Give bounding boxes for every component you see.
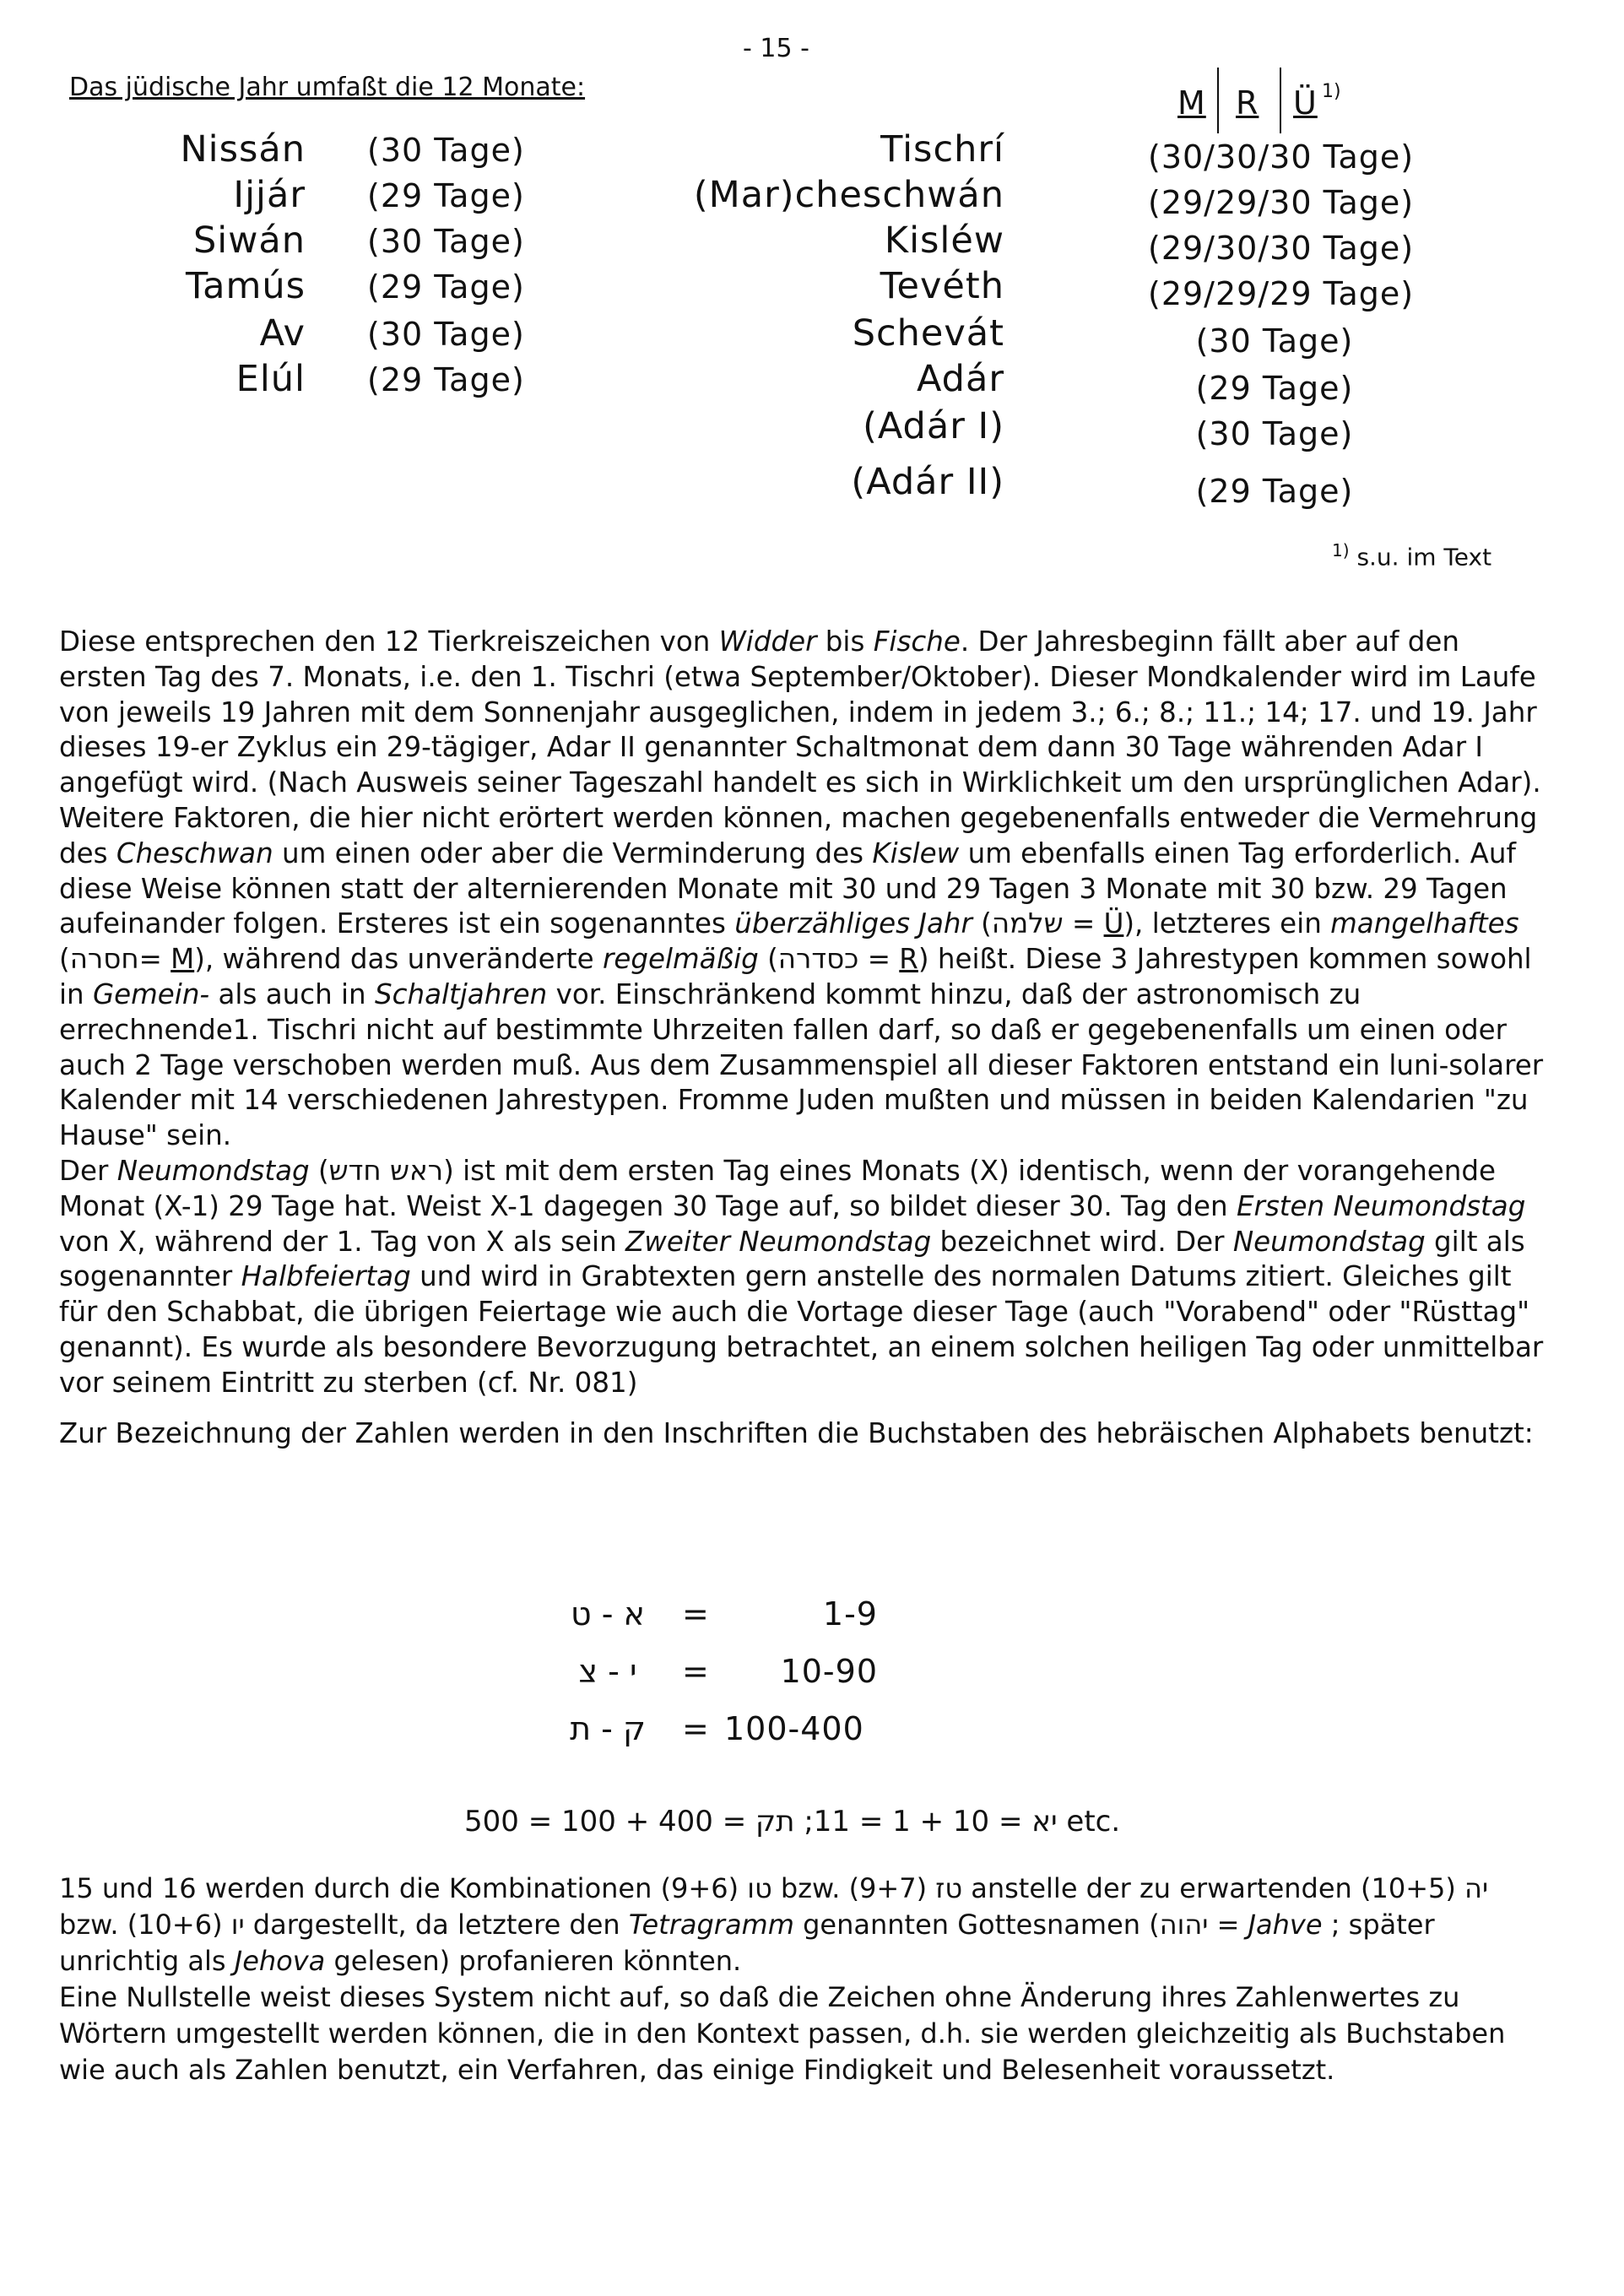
footnote-text: s.u. im Text [1356,543,1492,571]
hebrew-word: יהוה [1159,1909,1209,1941]
footnote [1332,540,1491,571]
hebrew-word: שלמה [991,907,1064,940]
month-name: (Adár I) [863,405,1004,447]
column-divider [1217,68,1219,133]
month-name: Adár [917,358,1004,400]
hebrew-word: תק [755,1805,795,1838]
month-days: (29 Tage) [367,361,525,398]
month-name: Nissán [180,128,306,171]
number-range: 100-400 [724,1710,864,1747]
month-name: Av [259,312,306,355]
month-name: Tevéth [880,265,1004,307]
paragraph-calendar: Diese entsprechen den 12 Tierkreiszeichen von Widder bis Fische. Der Jahresbeginn fällt aber auf den ersten Tag des 7. Monats, i.e. den 1. Tischri (etwa September/Oktober). Dieser Mondkalender wird im Laufe von jeweils 19 Jahren mit dem Sonnenjahr ausgeglichen, indem in jedem 3.; 6.; 8.; 11.; 14; 17. und 19. Jahr dieses 19-er Zyklus ein 29-tägiger, Adar II genannter Schaltmonat dem dann 30 Tage währenden Adar I angefügt wird. (Nach Ausweis seiner Tageszahl handelt es sich in Wirklichkeit um den ursprünglichen Adar). Weitere Faktoren, die hier nicht erörtert werden können, machen gegebenenfalls entweder die Vermehrung des Cheschwan um einen oder aber die Verminderung des Kislew um ebenfalls einen Tag erforderlich. Auf diese Weise können statt der alternierenden Monate mit 30 und 29 Tagen 3 Monate mit 30 bzw. 29 Tagen aufeinander folgen. Ersteres ist ein sogenanntes überzähliges Jahr (שלמה = Ü), letzteres ein mangelhaftes (חסרה= M), während das unveränderte regelmäßig (כסדרה = R) heißt. Diese 3 Jahrestypen kommen sowohl in Gemein- als auch in Schaltjahren vor. Einschränkend kommt hinzu, daß der astronomisch zu errechnende1. Tischri nicht auf bestimmte Uhrzeiten fallen darf, so daß er gegebenenfalls um einen oder auch 2 Tage verschoben werden muß. Aus dem Zusammenspiel all dieser Faktoren entstand ein luni-solarer Kalender mit 14 verschiedenen Jahrestypen. Fromme Juden mußten und müssen in beiden Kalendarien "zu Hause" sein. [59,625,1544,1152]
equals-sign: = [682,1710,710,1747]
footnote-mark: 1) [1332,540,1350,560]
month-days: (30 Tage) [367,316,525,353]
months-heading: Das jüdische Jahr umfaßt die 12 Monate: [69,73,586,102]
closing-text [59,1871,1545,2088]
page-number: - 15 - [743,34,809,63]
month-days: (29/29/30 Tage) [1148,184,1415,221]
month-name: Ijjár [233,174,306,216]
equals-sign: = [682,1595,710,1633]
hebrew-letters: א - ט [571,1595,645,1633]
month-days: (29 Tage) [367,268,525,306]
hebrew-word: יה [1464,1872,1489,1904]
hebrew-word: כסדרה [777,943,859,976]
month-name: Kisléw [884,219,1004,262]
column-header-m: M [1177,84,1206,122]
month-name: (Mar)cheschwán [693,174,1004,216]
hebrew-word: יו [230,1909,245,1941]
hebrew-letters: י - צ [578,1653,637,1690]
month-days: (29/29/29 Tage) [1148,275,1415,312]
month-days: (30 Tage) [1195,415,1354,452]
month-name: Schevát [852,312,1004,355]
hebrew-letters: ק - ת [570,1710,646,1747]
month-days: (29 Tage) [1195,370,1354,407]
month-days: (29 Tage) [367,177,525,214]
month-name: Tamús [185,265,306,307]
month-days: (30 Tage) [367,223,525,260]
month-days: (29 Tage) [1195,473,1354,510]
body-text [59,625,1553,1451]
hebrew-word: יא [1031,1805,1058,1838]
paragraph-fifteen-sixteen: 15 und 16 werden durch die Kombinationen טו (9+6) bzw. טז (9+7) anstelle der zu erwartenden יה (10+5) bzw. יו (10+6) dargestellt, da letztere den Tetragramm genannten Gottesnamen (יהוה = Jahve ; später unrichtig als Jehova gelesen) profanieren könnten. [59,1872,1489,1977]
paragraph-numbers: Zur Bezeichnung der Zahlen werden in den Inschriften die Buchstaben des hebräischen Alphabets benutzt: [59,1416,1534,1449]
month-days: (30 Tage) [1195,322,1354,360]
hebrew-word: ראש חדש [328,1154,444,1187]
hebrew-word: טז [935,1872,963,1904]
hebrew-word: טו [747,1872,772,1904]
number-range: 1-9 [822,1595,878,1633]
month-name: Tischrí [880,128,1004,171]
month-name: Siwán [192,219,306,262]
column-header-footnote-mark: 1) [1322,81,1341,102]
paragraph-zero: Eine Nullstelle weist dieses System nicht auf, so daß die Zeichen ohne Änderung ihres Zahlenwertes zu Wörtern umgestellt werden können, die in den Kontext passen, d.h. sie werden gleichzeitig als Buchstaben wie auch als Zahlen benutzt, ein Verfahren, das einige Findigkeit und Belesenheit voraussetzt. [59,1981,1506,2086]
month-days: (30 Tage) [367,132,525,169]
month-days: (30/30/30 Tage) [1148,138,1415,176]
paragraph-neumondstag: Der Neumondstag (ראש חדש) ist mit dem ersten Tag eines Monats (X) identisch, wenn der vorangehende Monat (X-1) 29 Tage hat. Weist X-1 dagegen 30 Tage auf, so bildet dieser 30. Tag den Ersten Neumondstag von X, während der 1. Tag von X als sein Zweiter Neumondstag bezeichnet wird. Der Neumondstag gilt als sogenannter Halbfeiertag und wird in Grabtexten gern anstelle des normalen Datums zitiert. Gleiches gilt für den Schabbat, die übrigen Feiertage wie auch die Vortage dieser Tage (auch "Vorabend" oder "Rüsttag" genannt). Es wurde als besondere Bevorzugung betrachtet, an einem solchen heiligen Tag oder unmittelbar vor seinem Eintritt zu sterben (cf. Nr. 081) [59,1154,1544,1399]
equals-sign: = [682,1653,710,1690]
example-line: יא = 10 + 1 = 11; תק = 400 + 100 = 500 etc. [464,1805,1121,1838]
number-range: 10-90 [780,1653,878,1690]
month-name: Elúl [235,358,306,400]
month-name: (Adár II) [851,461,1004,503]
hebrew-word: חסרה [69,943,139,976]
column-header-r: R [1236,84,1259,122]
column-divider [1280,68,1281,133]
column-header-u: Ü [1293,84,1318,122]
month-days: (29/30/30 Tage) [1148,230,1415,267]
